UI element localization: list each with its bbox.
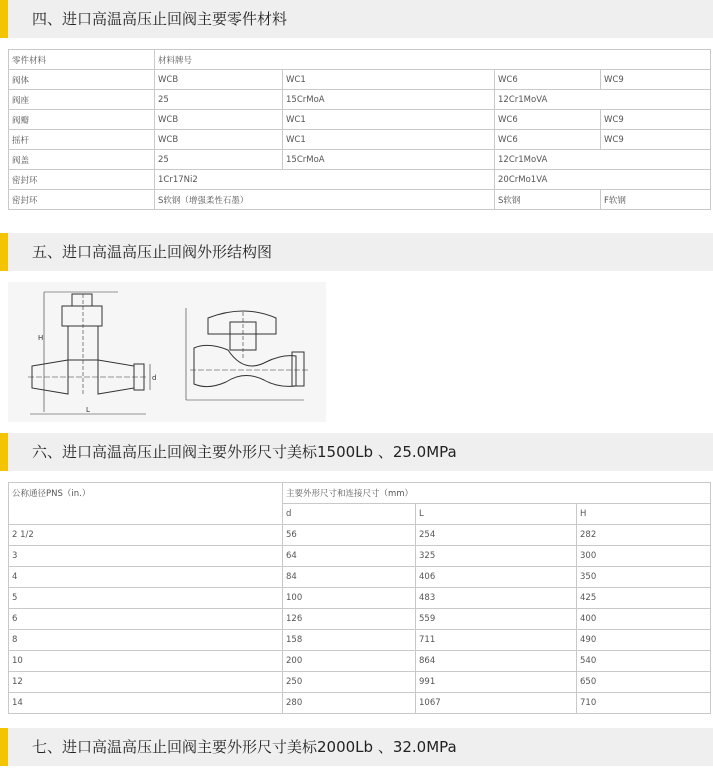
table-cell: 8 (9, 630, 283, 651)
section-title: 五、进口高温高压止回阀外形结构图 (32, 243, 273, 261)
table-cell: 400 (577, 609, 711, 630)
valve-drawing (8, 282, 326, 422)
table-cell: 84 (283, 567, 416, 588)
table-cell: 350 (577, 567, 711, 588)
section-title: 七、进口高温高压止回阀主要外形尺寸美标2000Lb 、32.0MPa (32, 738, 457, 756)
table-cell: WC9 (601, 110, 711, 130)
table-cell: 12Cr1MoVA (495, 90, 711, 110)
table-row (9, 525, 711, 546)
section-title: 四、进口高温高压止回阀主要零件材料 (32, 10, 288, 28)
valve-side-view (28, 292, 150, 414)
table-row (9, 110, 711, 130)
table-cell: 5 (9, 588, 283, 609)
table-cell: 864 (416, 651, 577, 672)
table-cell: WCB (155, 70, 283, 90)
table-cell: 25 (155, 90, 283, 110)
table-cell: 126 (283, 609, 416, 630)
table-row (9, 70, 711, 90)
valve-structure-diagram (8, 282, 326, 422)
table-cell: 6 (9, 609, 283, 630)
table-cell: 64 (283, 546, 416, 567)
table-cell: 158 (283, 630, 416, 651)
table-cell: WC6 (495, 110, 601, 130)
valve-front-view (186, 308, 308, 400)
table-cell: 12 (9, 672, 283, 693)
dimension-label-d: d (152, 374, 157, 382)
table-cell: 15CrMoA (283, 90, 495, 110)
table-cell: 密封环 (9, 190, 155, 210)
table-row (9, 190, 711, 210)
table-cell: 250 (283, 672, 416, 693)
table-cell: WCB (155, 130, 283, 150)
table-cell: 711 (416, 630, 577, 651)
table-cell: 3 (9, 546, 283, 567)
table-cell: 10 (9, 651, 283, 672)
header-cell: 零件材料 (9, 50, 155, 70)
table-row (9, 630, 711, 651)
table-cell: 425 (577, 588, 711, 609)
header-cell: 主要外形尺寸和连接尺寸（mm） (283, 483, 711, 504)
table-header-row (9, 483, 711, 504)
header-cell: d (283, 504, 416, 525)
table-cell: 991 (416, 672, 577, 693)
dimensions-table (8, 482, 711, 714)
table-cell: 559 (416, 609, 577, 630)
table-row (9, 651, 711, 672)
section-heading-dimensions-1500 (0, 433, 713, 471)
materials-table (8, 49, 711, 210)
table-cell: WC9 (601, 130, 711, 150)
section-heading-materials (0, 0, 713, 38)
dimension-label-l: L (86, 406, 90, 414)
header-cell: H (577, 504, 711, 525)
table-row (9, 130, 711, 150)
table-cell: 摇杆 (9, 130, 155, 150)
table-cell: 540 (577, 651, 711, 672)
table-cell: 200 (283, 651, 416, 672)
table-cell: 阀盖 (9, 150, 155, 170)
table-cell: 密封环 (9, 170, 155, 190)
table-cell: F软钢 (601, 190, 711, 210)
table-header-row (9, 50, 711, 70)
table-cell: 483 (416, 588, 577, 609)
dimension-label-h: H (38, 334, 44, 342)
table-row (9, 150, 711, 170)
table-cell: 406 (416, 567, 577, 588)
table-cell: WCB (155, 110, 283, 130)
table-cell: 710 (577, 693, 711, 714)
table-cell: 1067 (416, 693, 577, 714)
table-cell: 56 (283, 525, 416, 546)
table-cell: 325 (416, 546, 577, 567)
table-row (9, 672, 711, 693)
table-cell: WC1 (283, 130, 495, 150)
section-title: 六、进口高温高压止回阀主要外形尺寸美标1500Lb 、25.0MPa (32, 443, 457, 461)
table-cell: WC1 (283, 110, 495, 130)
header-cell: 材料牌号 (155, 50, 711, 70)
table-cell: 490 (577, 630, 711, 651)
table-row (9, 609, 711, 630)
table-row (9, 567, 711, 588)
table-cell: WC6 (495, 130, 601, 150)
table-row (9, 90, 711, 110)
table-cell: 阀座 (9, 90, 155, 110)
table-cell: 阀体 (9, 70, 155, 90)
header-cell: 公称通径PNS（in.） (9, 483, 283, 525)
table-cell: 25 (155, 150, 283, 170)
table-cell: 20CrMo1VA (495, 170, 711, 190)
table-row (9, 588, 711, 609)
section-heading-structure (0, 233, 713, 271)
table-cell: 100 (283, 588, 416, 609)
table-cell: 12Cr1MoVA (495, 150, 711, 170)
table-cell: 4 (9, 567, 283, 588)
table-cell: 254 (416, 525, 577, 546)
table-cell: 阀瓣 (9, 110, 155, 130)
header-cell: L (416, 504, 577, 525)
table-cell: 14 (9, 693, 283, 714)
table-cell: 2 1/2 (9, 525, 283, 546)
table-cell: 1Cr17Ni2 (155, 170, 495, 190)
table-cell: S软钢（增强柔性石墨） (155, 190, 495, 210)
table-cell: 280 (283, 693, 416, 714)
table-cell: 650 (577, 672, 711, 693)
table-cell: 15CrMoA (283, 150, 495, 170)
table-row (9, 546, 711, 567)
table-cell: WC9 (601, 70, 711, 90)
table-cell: 282 (577, 525, 711, 546)
table-row (9, 693, 711, 714)
table-cell: WC6 (495, 70, 601, 90)
table-cell: 300 (577, 546, 711, 567)
table-cell: S软钢 (495, 190, 601, 210)
section-heading-dimensions-2000 (0, 728, 713, 766)
table-row (9, 170, 711, 190)
table-cell: WC1 (283, 70, 495, 90)
